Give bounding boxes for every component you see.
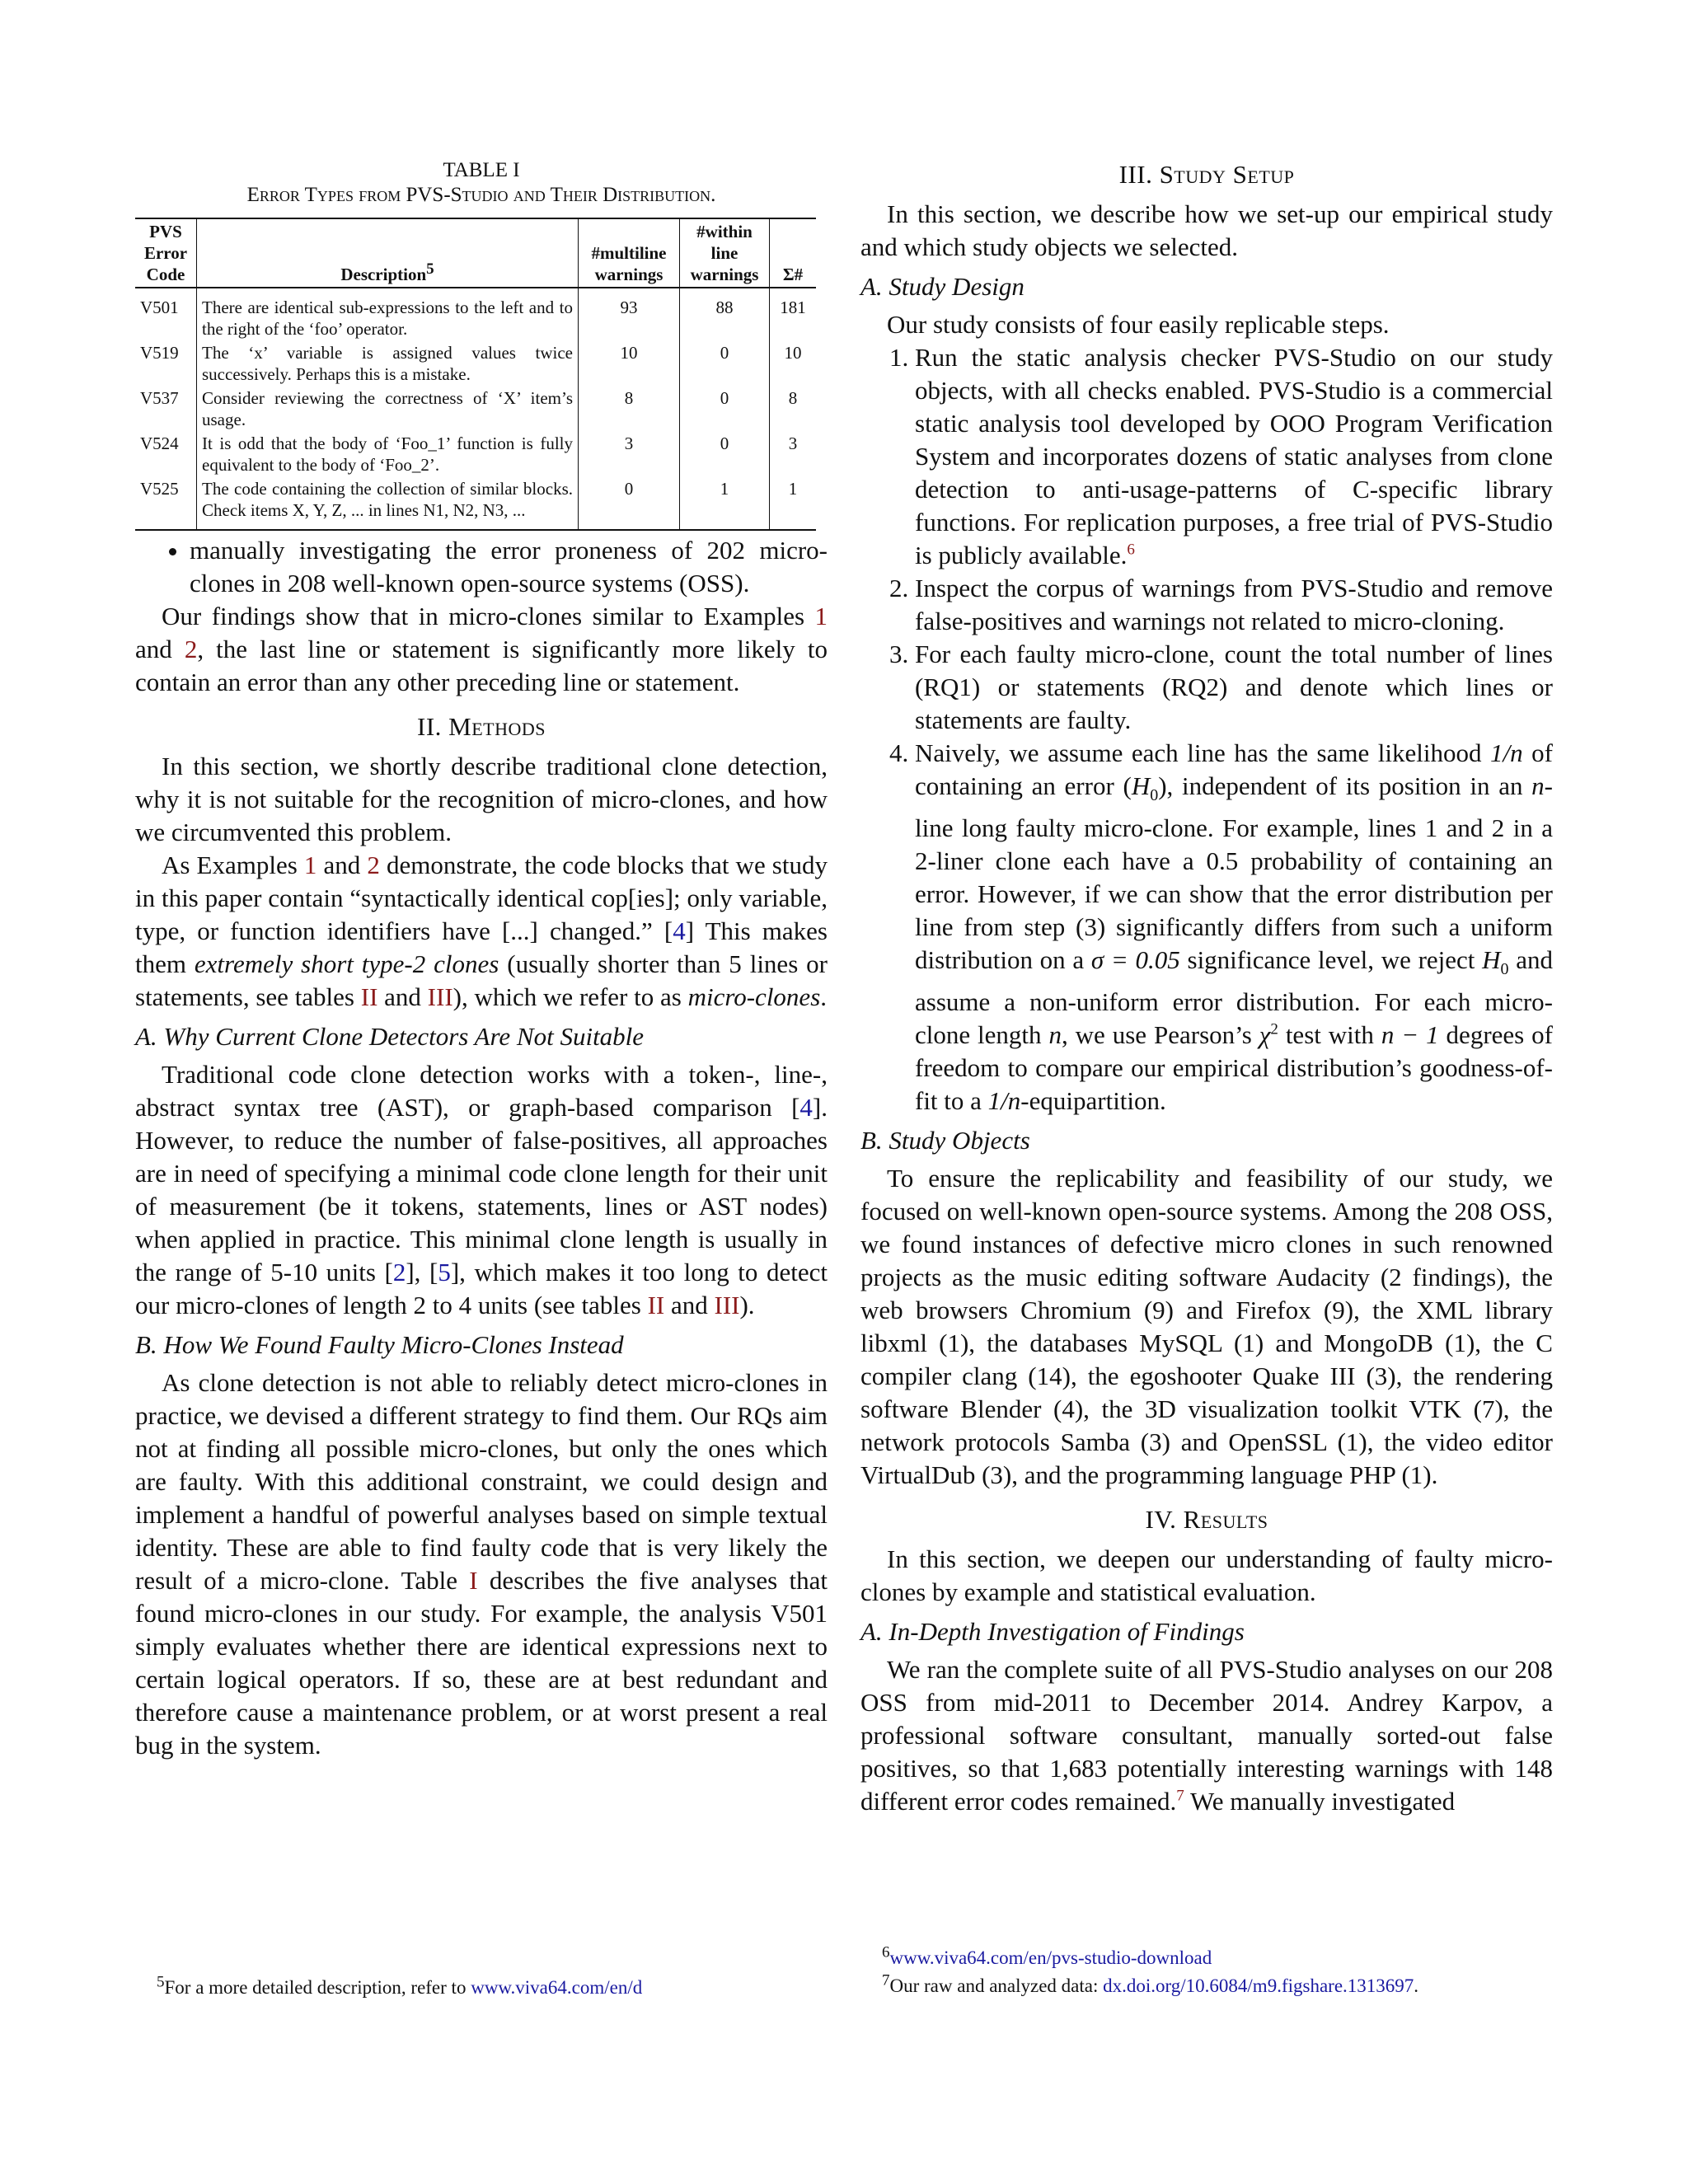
math-symbol: H: [1482, 945, 1501, 975]
footnote-5: [157, 1975, 642, 2001]
text-span: We manually investigated: [1184, 1787, 1456, 1816]
cell-multiline: 10: [579, 340, 680, 386]
math-subscript: 0: [1500, 960, 1509, 979]
text-span: ], [: [406, 1258, 438, 1286]
cell-sum: 8: [788, 388, 798, 408]
math-superscript: 2: [1270, 1021, 1278, 1039]
table-ref-link[interactable]: II: [647, 1291, 665, 1319]
left-column: [135, 158, 828, 1762]
math-expr: σ = 0.05: [1090, 945, 1180, 975]
examples-paragraph: [135, 849, 828, 1014]
text-span: Run the static analysis checker PVS-Studio on our study objects, with all checks enabled. PVS-Studio is a commercial static analysis tool developed by OOO Program Verification System and incorporates dozens of static analyses from clone detection to anti-usage-patterns of C-specific library functions. For replication purposes, a free trial of PVS-Studio is publicly available.: [915, 343, 1553, 569]
text-span: -equipartition.: [1020, 1086, 1166, 1116]
step-item: 3. For each faulty micro-clone, count the total number of lines (RQ1) or statements (RQ2) and denote which lines or statements are faulty.: [915, 638, 1553, 737]
col-header-description: [197, 218, 579, 288]
footnote-ref-link[interactable]: 7: [1176, 1788, 1184, 1806]
table-header-row: [135, 218, 816, 288]
text-span: degrees of freedom to compare our empirical distribution’s goodness-of-fit to a: [915, 1020, 1553, 1116]
table-ref-link[interactable]: I: [469, 1566, 478, 1595]
citation-link[interactable]: 5: [438, 1258, 451, 1286]
text-span: ]. However, to reduce the number of false-positives, all approaches are in need of specifying a minimal code clone length for their unit of measurement (be it tokens, statements, lines or AST nodes) when applied in practice. This minimal clone length is usually in the range of 5-10 units [: [135, 1093, 828, 1286]
table-ref-link[interactable]: III: [714, 1291, 740, 1319]
section-heading-methods: II. Methods: [417, 712, 546, 741]
example-ref-link[interactable]: 2: [367, 851, 380, 879]
cell-multiline: 0: [579, 476, 680, 530]
cell-description: There are identical sub-expressions to the left and to the right of the ‘foo’ operator.: [197, 288, 579, 340]
text-span: test with: [1278, 1020, 1381, 1050]
table-ref-link[interactable]: III: [427, 982, 453, 1011]
contribution-list: [135, 534, 828, 600]
footnote-text: Our raw and analyzed data:: [889, 1975, 1104, 1996]
how-found-paragraph: [135, 1366, 828, 1762]
table-row: [135, 476, 816, 530]
col-header-within: #within line warnings: [680, 218, 770, 288]
cell-code: V519: [135, 340, 197, 386]
cell-multiline: 8: [579, 386, 680, 431]
emphasis-text: micro-clones: [687, 982, 821, 1011]
text-span: ], which makes it too long to detect our micro-clones of length 2 to 4 units (see tables: [135, 1258, 828, 1319]
text-span: -line long faulty micro-clone. For example, lines 1 and 2 in a 2-liner clone each have a 0.5 probability of containing an error. However, if we can show that the error distribution per line from step (3) significantly differs from such a uniform distribution on a: [915, 771, 1553, 975]
study-steps-list: [860, 341, 1553, 1118]
emphasis-text: extremely short type-2 clones: [194, 949, 499, 978]
step-item: 2. Inspect the corpus of warnings from PVS-Studio and remove false-positives and warnings not related to micro-cloning.: [915, 572, 1553, 638]
text-span: and: [316, 851, 368, 879]
error-types-table: [135, 218, 816, 531]
cell-sum: 3: [788, 434, 798, 453]
subsection-heading-not-suitable: A. Why Current Clone Detectors Are Not Suitable: [135, 1022, 645, 1051]
text-span: , we use Pearson’s: [1061, 1020, 1259, 1050]
subsection-heading-in-depth: A. In-Depth Investigation of Findings: [860, 1617, 1245, 1647]
citation-link[interactable]: 2: [392, 1258, 406, 1286]
footnote-ref-link[interactable]: 6: [1127, 541, 1135, 559]
col-header-multiline: #multiline warnings: [579, 218, 680, 288]
text-span: (usually shorter than 5 lines or statements, see tables: [135, 949, 828, 1011]
subsection-heading-how-found: B. How We Found Faulty Micro-Clones Instead: [135, 1330, 624, 1359]
cell-code: V525: [135, 476, 197, 530]
cell-description: The ‘x’ variable is assigned values twice successively. Perhaps this is a mistake.: [197, 340, 579, 386]
text-span: As clone detection is not able to reliably detect micro-clones in practice, we devised a different strategy to find them. Our RQs aim not at finding all possible micro-clones, but only the ones which are faulty. With this additional constraint, we could design and implement a handful of powerful analyses based on simple textual identity. These are able to find faulty code that is very likely the result of a micro-clone. Table: [135, 1368, 828, 1595]
cell-within: 88: [680, 288, 770, 340]
math-expr: n: [1531, 771, 1545, 800]
cell-description: It is odd that the body of ‘Foo_1’ function is fully equivalent to the body of ‘Foo_2’.: [197, 431, 579, 476]
text-span: and: [135, 635, 185, 663]
footnote-number: 5: [157, 1973, 165, 1991]
cell-code: V501: [135, 288, 197, 340]
table-row: [135, 386, 816, 431]
math-expr: n: [1048, 1020, 1062, 1050]
in-depth-paragraph: [860, 1653, 1553, 1818]
subsection-heading-study-objects: B. Study Objects: [860, 1126, 1030, 1155]
text-span: ).: [739, 1291, 755, 1319]
cell-multiline: 3: [579, 431, 680, 476]
footnote-link[interactable]: www.viva64.com/en/pvs-studio-download: [889, 1947, 1212, 1968]
text-span: As Examples: [162, 851, 304, 879]
text-span: Our findings show that in micro-clones similar to Examples: [162, 602, 815, 630]
math-expr: 1/n: [1490, 738, 1523, 767]
step-item: [915, 341, 1553, 572]
math-expr: 1/n: [987, 1086, 1021, 1116]
step-item: [915, 737, 1553, 1118]
cell-within: 1: [680, 476, 770, 530]
table-label: TABLE I: [443, 159, 520, 181]
table-title: Error Types from PVS-Studio and Their Distribution.: [246, 184, 716, 206]
table-row: [135, 340, 816, 386]
math-expr: n − 1: [1381, 1020, 1439, 1050]
setup-intro-paragraph: In this section, we describe how we set-up our empirical study and which study objects we selected.: [860, 199, 1553, 261]
cell-multiline: 93: [579, 288, 680, 340]
math-subscript: 0: [1150, 786, 1159, 805]
cell-code: V537: [135, 386, 197, 431]
citation-link[interactable]: 4: [799, 1093, 813, 1122]
text-span: .: [820, 982, 828, 1011]
math-expr: [1482, 945, 1509, 979]
findings-paragraph: [135, 600, 828, 699]
footnote-7: [882, 1973, 1418, 1999]
text-span: of containing an error (: [915, 738, 1554, 800]
cell-code: V524: [135, 431, 197, 476]
text-span: significance level, we reject: [1179, 945, 1483, 975]
text-span: Traditional code clone detection works with a token-, line-, abstract syntax tree (AST), or graph-based comparison [: [135, 1060, 828, 1122]
footnote-link[interactable]: www.viva64.com/en/d: [471, 1977, 643, 1998]
traditional-detection-paragraph: [135, 1058, 828, 1322]
col-header-code: PVS Error Code: [135, 218, 197, 288]
footnote-text: For a more detailed description, refer to: [164, 1977, 471, 1998]
footnote-6: [882, 1945, 1212, 1971]
text-span: and: [664, 1291, 715, 1319]
text-span: ] This makes them: [135, 916, 828, 978]
table-row: [135, 431, 816, 476]
cell-sum: 181: [780, 298, 806, 317]
cell-sum: 1: [770, 476, 817, 530]
bullet-item: • manually investigating the error proneness of 202 micro-clones in 208 well-known open-source systems (OSS).: [190, 534, 828, 600]
col-header-sum: Σ#: [770, 218, 817, 288]
cell-description: Consider reviewing the correctness of ‘X’ item’s usage.: [197, 386, 579, 431]
description-header-text: Description: [340, 265, 427, 284]
math-symbol: χ: [1259, 1020, 1271, 1050]
example-ref-link[interactable]: 1: [814, 602, 828, 630]
text-span: demonstrate, the code blocks that we study in this paper contain “syntactically identical cop[ies]; only variable, type, or function identifiers have [...] changed.” [: [135, 851, 828, 945]
math-symbol: H: [1131, 771, 1151, 800]
text-span: Naively, we assume each line has the same likelihood: [915, 738, 1491, 767]
text-span: ), independent of its position in an: [1158, 771, 1532, 800]
footnote-end: .: [1414, 1975, 1419, 1996]
table-ref-link[interactable]: II: [360, 982, 378, 1011]
math-expr: [1131, 771, 1159, 805]
text-span: and: [377, 982, 428, 1011]
text-span: ), which we refer to as: [452, 982, 688, 1011]
example-ref-link[interactable]: 2: [184, 635, 198, 663]
cell-within: 0: [680, 431, 770, 476]
table-row: [135, 288, 816, 340]
cell-sum: 10: [784, 343, 802, 363]
math-expr: [1259, 1020, 1278, 1049]
cell-within: 0: [680, 386, 770, 431]
methods-intro-paragraph: In this section, we shortly describe traditional clone detection, why it is not suitable for the recognition of micro-clones, and how we circumvented this problem.: [135, 752, 828, 846]
example-ref-link[interactable]: 1: [303, 851, 317, 879]
header-footnote-marker: 5: [426, 260, 434, 278]
results-intro-paragraph: In this section, we deepen our understanding of faulty micro-clones by example and statistical evaluation.: [860, 1544, 1553, 1607]
cell-within: 0: [680, 340, 770, 386]
text-span: and assume a non-uniform error distribution. For each micro-clone length: [915, 945, 1553, 1050]
text-span: , the last line or statement is significantly more likely to contain an error than any other preceding line or statement.: [135, 635, 828, 696]
study-objects-paragraph: To ensure the replicability and feasibility of our study, we focused on well-known open-source systems. Among the 208 OSS, we found instances of defective micro clones in such renowned projects as the music editing software Audacity (2 findings), the web browsers Chromium (9) and Firefox (9), the XML library libxml (1), the databases MySQL (1) and MongoDB (1), the C compiler clang (14), the egoshooter Quake III (3), the rendering software Blender (4), the 3D visualization toolkit VTK (7), the network protocols Samba (3) and OpenSSL (1), the video editor VirtualDub (3), and the programming language PHP (1).: [860, 1164, 1553, 1490]
design-intro-paragraph: Our study consists of four easily replicable steps.: [887, 310, 1390, 339]
section-heading-study-setup: III. Study Setup: [1118, 160, 1295, 189]
footnote-number: 7: [882, 1971, 890, 1990]
footnote-link[interactable]: dx.doi.org/10.6084/m9.figshare.1313697: [1103, 1975, 1414, 1996]
cell-description: The code containing the collection of similar blocks. Check items X, Y, Z, ... in lines N1, N2, N3, ...: [197, 476, 579, 530]
citation-link[interactable]: 4: [673, 916, 686, 945]
text-span: We ran the complete suite of all PVS-Studio analyses on our 208 OSS from mid-2011 to December 2014. Andrey Karpov, a professional software consultant, manually sorted-out false positives, so that 1,683 potentially interesting warnings with 148 different error codes remained.: [860, 1655, 1553, 1816]
subsection-heading-study-design: A. Study Design: [860, 272, 1025, 301]
text-span: describes the five analyses that found micro-clones in our study. For example, the analysis V501 simply evaluates whether there are identical expressions next to certain logical operators. If so, these are at best redundant and therefore cause a maintenance problem, or at worst present a real bug in the system.: [135, 1566, 828, 1760]
section-heading-results: IV. Results: [1145, 1505, 1268, 1535]
footnote-number: 6: [882, 1943, 890, 1961]
right-column: [860, 158, 1553, 1818]
